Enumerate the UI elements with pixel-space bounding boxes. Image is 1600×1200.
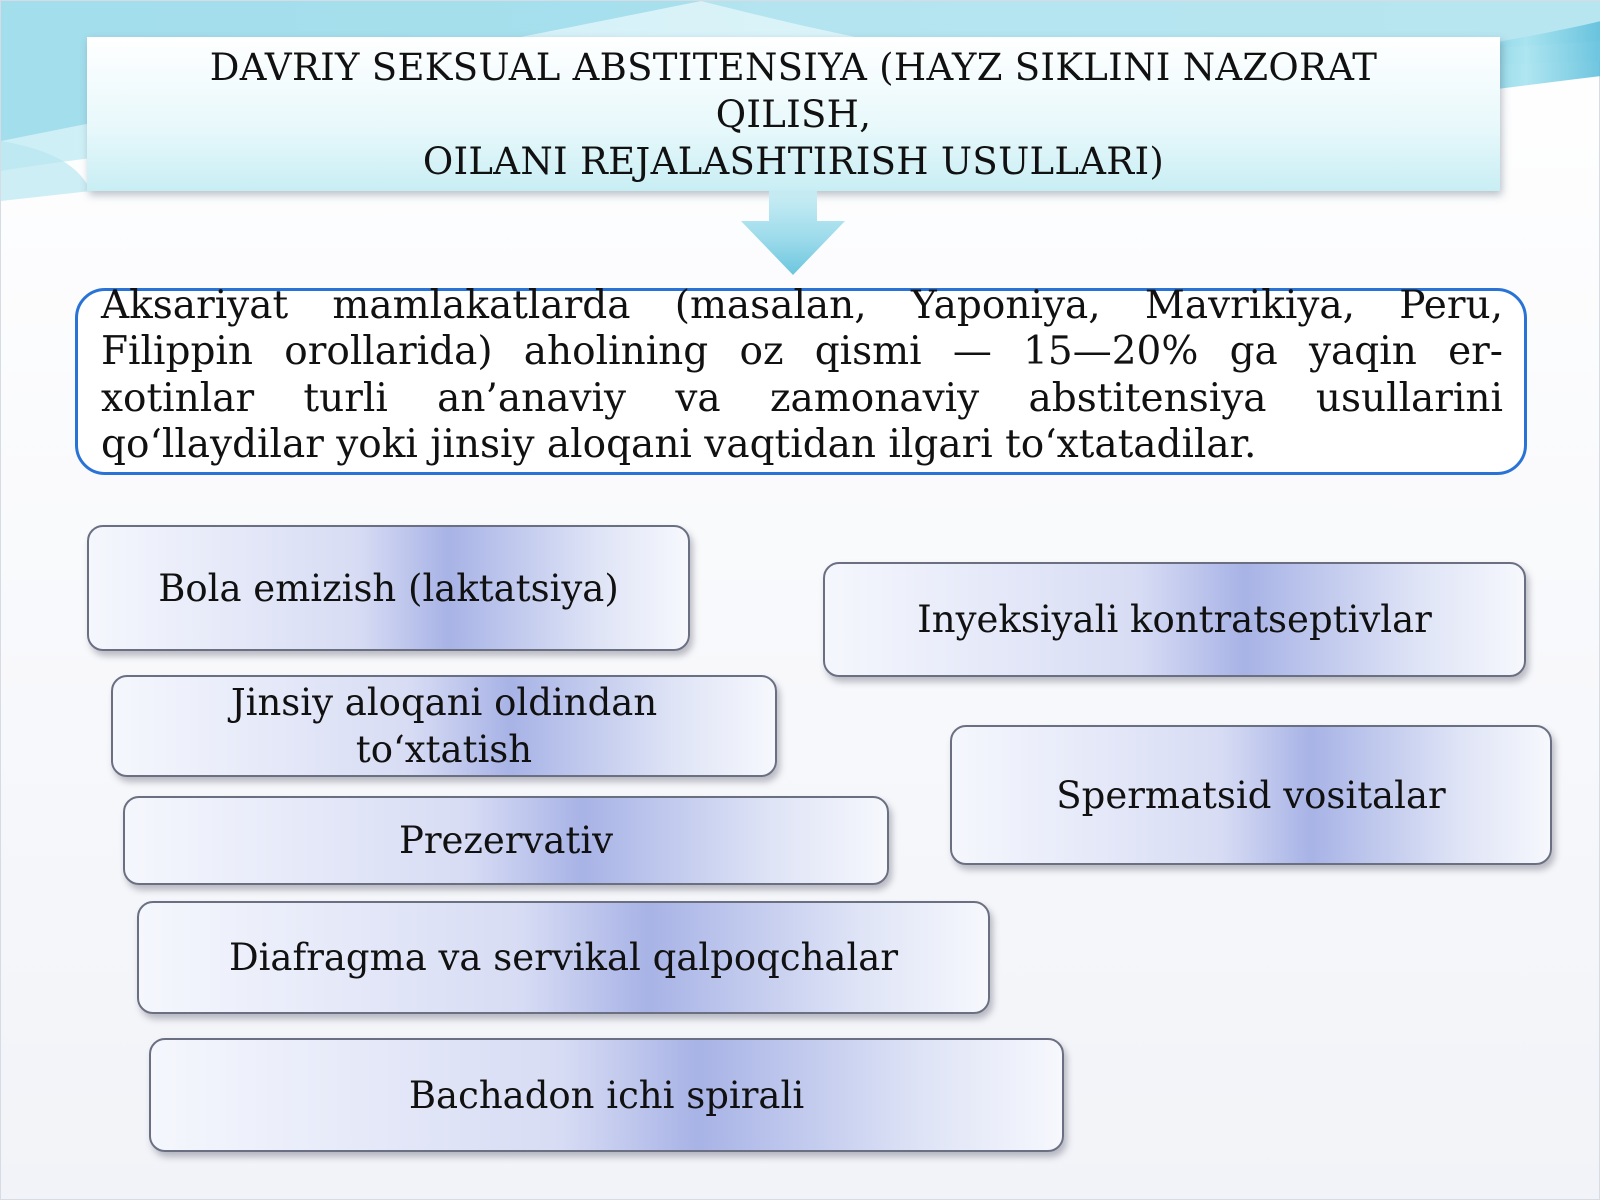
down-arrow-icon bbox=[733, 189, 853, 279]
method-box-injectable bbox=[823, 562, 1526, 677]
method-label: Prezervativ bbox=[398, 819, 614, 862]
paragraph-line-4: qo‘llaydilar yoki jinsiy aloqani vaqtidan ilgari to‘xtatadilar. bbox=[101, 422, 1257, 467]
method-label: Bola emizish (laktatsiya) bbox=[158, 566, 619, 610]
paragraph-line-2: Filippin orollarida) aholining oz qismi — 15—20% ga yaqin er- bbox=[101, 329, 1503, 374]
method-label: Inyeksiyali kontratseptivlar bbox=[917, 598, 1432, 641]
method-box-lactation bbox=[87, 525, 690, 651]
method-label: Spermatsid vositalar bbox=[1056, 773, 1446, 817]
paragraph-line-1: Aksariyat mamlakatlarda (masalan, Yaponiya, Mavrikiya, Peru, bbox=[101, 283, 1503, 328]
title-banner bbox=[87, 37, 1500, 191]
title-line-1: DAVRIY SEKSUAL ABSTITENSIYA (HAYZ SIKLINI NAZORAT QILISH, bbox=[209, 45, 1378, 136]
title-line-2: OILANI REJALASHTIRISH USULLARI) bbox=[422, 139, 1165, 183]
method-box-withdrawal bbox=[111, 675, 777, 777]
method-label: Diafragma va servikal qalpoqchalar bbox=[228, 936, 899, 979]
method-box-diaphragm bbox=[137, 901, 990, 1014]
method-box-spermicide bbox=[950, 725, 1552, 865]
method-box-condom bbox=[123, 796, 889, 885]
method-label: Bachadon ichi spirali bbox=[408, 1073, 805, 1117]
method-box-iud bbox=[149, 1038, 1064, 1152]
slide-title bbox=[127, 44, 1460, 185]
paragraph-line-3: xotinlar turli an’anaviy va zamonaviy abstitensiya usullarini bbox=[101, 376, 1503, 421]
method-label: Jinsiy aloqani oldindan to‘xtatish bbox=[230, 681, 658, 771]
